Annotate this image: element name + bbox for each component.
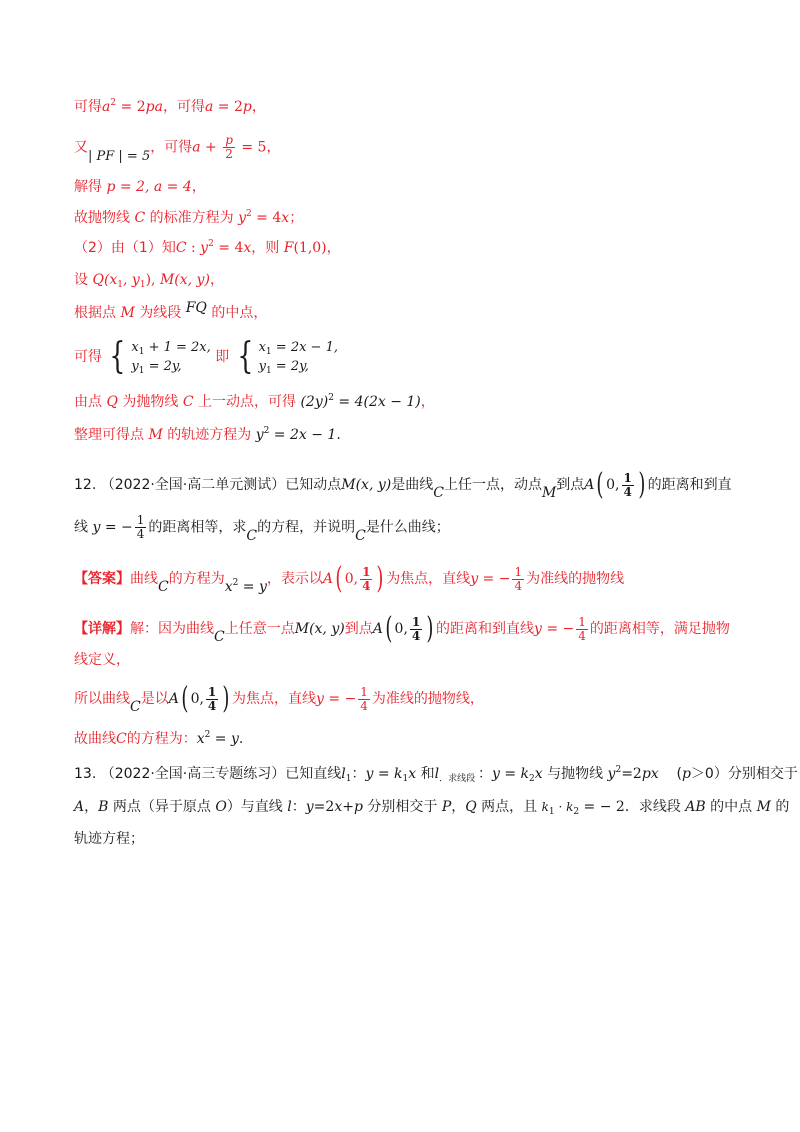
text: ， [251, 99, 266, 115]
question-text: 的距离相等，求 [148, 519, 247, 536]
equation-system-2: { $x_1 = 2x - 1$, $y_1 = 2y$, [237, 336, 338, 377]
subscript: 1 [402, 774, 409, 784]
solution-line-2 [74, 133, 281, 164]
question-13-line-1 [74, 764, 798, 784]
text: . [238, 731, 244, 747]
subscript: 2 [528, 774, 535, 784]
math: y = − [316, 691, 357, 707]
math: A [372, 621, 383, 637]
point-coords: ( 0, $\frac{1}{4}$ ) [596, 467, 646, 502]
math: y = k [491, 766, 529, 782]
text: 的中点， [206, 305, 268, 321]
math: x [258, 340, 266, 355]
point-coords: ( 0, $\frac{1}{4}$ ) [181, 681, 230, 716]
exponent: 2 [615, 765, 622, 775]
question-text: ＞0）分别相交于 [690, 766, 798, 782]
solution-line-10 [74, 425, 341, 445]
text: 的方程为： [126, 731, 197, 747]
text: 为抛物线 [117, 394, 183, 410]
math: = 2 [116, 99, 146, 115]
system-row [131, 338, 210, 357]
math: + [342, 799, 354, 815]
question-text: 线 [74, 519, 93, 536]
text: 为准线的抛物线， [371, 691, 484, 707]
math: y = − [533, 621, 575, 637]
numerator: 1 [623, 470, 632, 485]
math: C [433, 485, 444, 501]
question-text: 是什么曲线； [365, 519, 450, 536]
math: = 4 [213, 240, 244, 256]
math: = 4 [251, 210, 282, 226]
math: C [116, 731, 127, 747]
math: l [434, 766, 440, 782]
denominator: 2 [225, 147, 233, 161]
text: 的轨迹方程为 [162, 427, 256, 443]
text: 曲线 [130, 571, 158, 587]
fraction [360, 566, 372, 593]
math: y [305, 799, 314, 815]
math: x [243, 240, 252, 256]
math: l [287, 799, 292, 815]
question-text: 的距离和到直 [647, 477, 732, 493]
math: A [168, 691, 179, 707]
question-12-line-1 [74, 467, 732, 502]
math: =2 [313, 799, 335, 815]
text: 的标准方程为 [145, 210, 239, 226]
text: （2）由（1）知 [74, 240, 176, 256]
question-text: 是曲线 [391, 477, 434, 493]
detail-line-4 [74, 729, 243, 749]
math: , y [123, 272, 140, 288]
question-text: ( [658, 766, 682, 782]
question-text: 两点，且 [476, 799, 542, 815]
denominator: 4 [362, 578, 371, 593]
math: p [353, 799, 363, 815]
math: C [355, 527, 366, 544]
math: B [98, 799, 109, 815]
math: : [186, 240, 201, 256]
math: = − 2 [579, 799, 625, 815]
question-text: ）与直线 [226, 799, 288, 815]
math: A [322, 571, 334, 587]
question-12-line-2 [74, 513, 450, 544]
math: = 2 [213, 99, 243, 115]
question-number: 13. [74, 766, 97, 782]
text: 上一动点，可得 [193, 394, 301, 410]
math: C [182, 394, 194, 410]
math: C [246, 527, 258, 544]
system-row [259, 357, 338, 376]
math: y [255, 427, 264, 443]
math: 0, [606, 477, 620, 493]
math: M [294, 621, 310, 637]
math: pa [145, 99, 163, 115]
math: x [196, 731, 205, 747]
math: P [441, 799, 452, 815]
math: + 1 = 2x, [144, 340, 211, 355]
question-number: 12. [74, 477, 97, 493]
text: ， [266, 139, 281, 156]
math: 0, [344, 571, 359, 587]
math: 0, [394, 621, 408, 637]
math: + [200, 139, 222, 156]
denominator: 4 [136, 527, 145, 541]
question-text: 两点（异于原点 [108, 799, 216, 815]
text: 的距离相等，满足抛物 [589, 621, 730, 637]
math: x [408, 766, 417, 782]
question-text: 到点 [556, 477, 585, 493]
text: 的距离和到直线 [435, 621, 534, 637]
math: C [158, 579, 169, 595]
system-row [259, 338, 338, 357]
exponent: 2 [263, 426, 270, 436]
exponent: 2 [208, 239, 214, 249]
text: ， [191, 179, 206, 195]
math: k [541, 800, 549, 814]
math: x [131, 340, 139, 355]
math: AB [685, 799, 706, 815]
solution-line-6 [74, 270, 224, 290]
subscript: 1 [345, 774, 352, 784]
question-text: 的中点 [705, 799, 757, 815]
text: 到点 [344, 621, 373, 637]
math: | PF | = 5 [88, 148, 151, 164]
text: 线定义， [74, 652, 130, 668]
question-text: ， [451, 799, 466, 815]
exponent: 2 [204, 730, 211, 740]
math: p [242, 99, 252, 115]
text: 即 [215, 349, 230, 365]
denominator: 4 [578, 628, 586, 643]
math: C [175, 240, 187, 256]
denominator: 4 [411, 628, 421, 643]
text: 解得 [74, 179, 107, 195]
text: 所以曲线 [74, 691, 130, 707]
detail-line-2 [74, 650, 130, 670]
numerator: 1 [207, 684, 217, 699]
fraction [206, 686, 218, 713]
math: = 2y, [144, 359, 182, 374]
math: M [159, 272, 175, 288]
math: = 2x − 1 [269, 427, 337, 443]
answer-line [74, 561, 625, 596]
math: Q [92, 272, 104, 288]
question-text: ．求线段 [624, 799, 686, 815]
math: y [258, 359, 266, 374]
text: 由点 [74, 394, 107, 410]
subscript: 1 [138, 347, 145, 357]
subscript: ．求线段 [439, 774, 478, 784]
math: M [120, 305, 135, 321]
text: 为焦点，直线 [386, 571, 471, 587]
math: (2y) [300, 394, 329, 410]
text: 故抛物线 [74, 210, 135, 226]
solution-line-1 [74, 97, 266, 117]
text: 是以 [140, 691, 169, 707]
math: M [148, 427, 163, 443]
math: y [200, 240, 209, 256]
solution-line-9 [74, 392, 435, 412]
text: ，可得 [150, 139, 193, 156]
math: =2 [621, 766, 642, 782]
question-text: ： [351, 766, 366, 782]
math: x [334, 799, 343, 815]
math: px [641, 766, 659, 782]
math: A [584, 477, 595, 493]
denominator: 4 [207, 698, 217, 713]
math: A [74, 799, 85, 815]
numerator: 1 [362, 564, 371, 579]
text: 解：因为曲线 [130, 621, 214, 637]
text: 为焦点，直线 [232, 691, 316, 707]
text: 又 [74, 139, 88, 156]
question-text: （2022·全国·高三专题练习）已知直线 [100, 766, 342, 782]
fraction [410, 616, 422, 643]
numerator: 1 [578, 614, 586, 629]
question-text: 与抛物线 [542, 766, 608, 782]
math: F [283, 240, 294, 256]
math: a [192, 139, 201, 156]
math: C [130, 699, 141, 715]
question-text: 的方程，并说明 [257, 519, 356, 536]
subscript: 1 [265, 366, 272, 376]
text: ， [326, 240, 341, 256]
math: y [238, 210, 246, 226]
math: a [204, 99, 214, 115]
text: 可得 [74, 349, 102, 365]
math: y [607, 766, 616, 782]
text: ，表示以 [266, 571, 323, 587]
math: FQ [185, 300, 207, 316]
math: x [534, 766, 543, 782]
numerator: 1 [136, 513, 145, 527]
math: Q [106, 394, 118, 410]
answer-tag: 【答案】 [74, 571, 130, 587]
subscript: 1 [138, 366, 145, 376]
subscript: 2 [573, 807, 580, 817]
math: p = 2, a = 4 [106, 179, 192, 195]
question-13-line-3 [74, 829, 144, 849]
math: 0, [190, 691, 204, 707]
question-text: 分别相交于 [362, 799, 442, 815]
detail-line-3 [74, 681, 484, 716]
denominator: 4 [360, 698, 368, 713]
fraction [223, 134, 235, 161]
math: O [215, 799, 227, 815]
question-text: 和 [416, 766, 435, 782]
math: p [681, 766, 691, 782]
text: 故曲线 [74, 731, 116, 747]
fraction [135, 514, 147, 541]
numerator: 1 [411, 614, 421, 629]
text: ，可得 [162, 99, 205, 115]
math: (x, y) [355, 477, 392, 493]
denominator: 4 [623, 484, 632, 499]
question-text: 轨迹方程； [74, 831, 144, 847]
math: x [224, 579, 233, 595]
solution-line-5 [74, 238, 341, 258]
system-row [131, 357, 210, 376]
exponent: 2 [328, 393, 334, 403]
numerator: p [225, 133, 233, 147]
fraction [358, 686, 370, 713]
text: 上任意一点 [224, 621, 295, 637]
subscript: 1 [117, 280, 124, 290]
math: (x [103, 272, 118, 288]
math: = 4(2x − 1) [333, 394, 421, 410]
text: ，则 [251, 240, 284, 256]
exponent: 2 [110, 98, 117, 108]
solution-line-7 [74, 300, 268, 323]
math: M [341, 477, 356, 493]
question-text: （2022·全国·高二单元测试）已知动点 [100, 477, 342, 493]
text: ， [420, 394, 435, 410]
text: 可得 [74, 99, 102, 115]
question-text: 的 [770, 799, 790, 815]
subscript: 1 [548, 807, 555, 817]
math: = 2y, [271, 359, 309, 374]
exponent: 2 [232, 578, 239, 588]
math: C [214, 629, 225, 645]
math: = 2x − 1, [271, 340, 338, 355]
math: l [341, 766, 346, 782]
subscript: 1 [139, 280, 146, 290]
math: = y [210, 731, 239, 747]
numerator: 1 [514, 564, 523, 579]
question-text: 上任一点，动点 [443, 477, 542, 493]
question-text: ， [84, 799, 99, 815]
math: = 5 [236, 139, 267, 156]
numerator: 1 [360, 684, 368, 699]
math: M [541, 485, 557, 501]
math: y [131, 359, 139, 374]
text: 根据点 [74, 305, 121, 321]
math: M [756, 799, 771, 815]
text: ； [289, 210, 304, 226]
point-coords: ( 0, $\frac{1}{4}$ ) [385, 611, 434, 646]
math: y = k [365, 766, 403, 782]
text: . [336, 427, 341, 443]
point-coords: ( 0, $\frac{1}{4}$ ) [335, 561, 384, 596]
math: x [281, 210, 290, 226]
question-text: ： [477, 766, 492, 782]
solution-line-3 [74, 177, 206, 197]
math: y = − [92, 519, 133, 536]
math: y = − [470, 571, 511, 587]
detail-tag: 【详解】 [74, 621, 130, 637]
text: 设 [74, 272, 93, 288]
math: C [134, 210, 146, 226]
denominator: 4 [514, 578, 523, 593]
math: (1,0) [293, 240, 327, 256]
text: 整理可得点 [74, 427, 149, 443]
fraction [622, 472, 634, 499]
text: 为准线的抛物线 [526, 571, 625, 587]
math: ), [145, 272, 160, 288]
math: a [102, 99, 111, 115]
solution-line-4 [74, 208, 303, 228]
subscript: 1 [265, 347, 272, 357]
equation-system-1: { $x_1 + 1 = 2x$, $y_1 = 2y$, [109, 336, 211, 377]
text: 为线段 [134, 305, 186, 321]
math: (x, y) [174, 272, 210, 288]
math: Q [465, 799, 477, 815]
fraction [512, 566, 524, 593]
math: · k [554, 800, 574, 814]
exponent: 2 [246, 209, 252, 219]
text: ， [209, 272, 224, 288]
text: 的方程为 [168, 571, 225, 587]
solution-line-8 [74, 338, 338, 376]
question-text: ： [291, 799, 306, 815]
math: (x, y) [309, 621, 345, 637]
detail-line-1 [74, 611, 730, 646]
math: = y [238, 579, 267, 595]
fraction [576, 616, 588, 643]
question-13-line-2 [74, 797, 789, 817]
